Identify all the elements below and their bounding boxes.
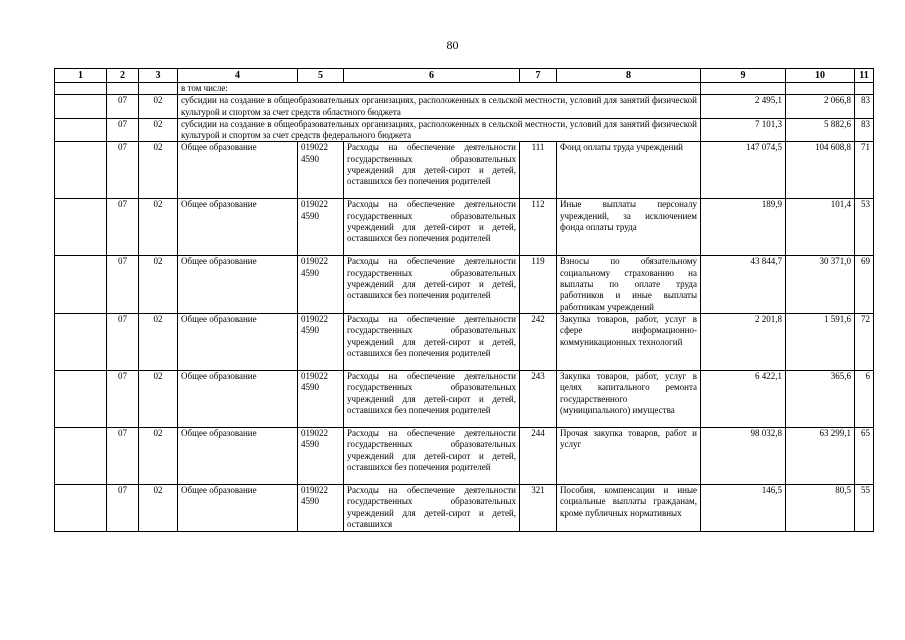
column-header: 5: [298, 69, 344, 83]
target-code: 019022 4590: [298, 370, 344, 427]
subsection-code: 02: [139, 256, 178, 313]
table-row: [55, 484, 874, 531]
expense-type-name: [557, 370, 701, 427]
table-cell: [701, 83, 786, 95]
section-name: Общее образование: [178, 313, 298, 370]
expense-type-text: Прочая закупка товаров, работ и услуг: [560, 427, 697, 450]
table-cell: [786, 83, 855, 95]
section-code: 07: [107, 313, 139, 370]
expense-description: [344, 142, 520, 199]
expense-type-code: 244: [520, 427, 557, 484]
planned-amount: 98 032,8: [701, 427, 786, 484]
expense-text: Расходы на обеспечение деятельности государственных образовательных учреждений для детей-сирот и детей, оставшихся без попечения родителей: [347, 199, 516, 244]
expense-type-code: 119: [520, 256, 557, 313]
target-code: 019022 4590: [298, 484, 344, 531]
expense-type-text: Фонд оплаты труда учреждений: [560, 142, 683, 153]
table-cell: [55, 83, 107, 95]
expense-type-text: Закупка товаров, работ, услуг в целях капитального ремонта государственного (муниципального) имущества: [560, 370, 697, 415]
column-header: 2: [107, 69, 139, 83]
expense-text: Расходы на обеспечение деятельности государственных образовательных учреждений для детей-сирот и детей, оставшихся без попечения родителей: [347, 256, 516, 301]
subsidy-text: субсидии на создание в общеобразовательных организациях, расположенных в сельской местности, условий для занятий физической культурой и спортом за счет средств областного бюджета: [181, 95, 697, 117]
section-name: Общее образование: [178, 370, 298, 427]
table-cell: [55, 142, 107, 199]
actual-amount: 2 066,8: [786, 95, 855, 119]
section-code: 07: [107, 199, 139, 256]
subsidy-description: [178, 118, 701, 142]
expense-description: [344, 313, 520, 370]
expense-type-code: 112: [520, 199, 557, 256]
header-row: [55, 69, 874, 83]
subsection-code: 02: [139, 427, 178, 484]
expense-text: Расходы на обеспечение деятельности государственных образовательных учреждений для детей-сирот и детей, оставшихся без попечения родителей: [347, 142, 516, 187]
planned-amount: 189,9: [701, 199, 786, 256]
column-header: 9: [701, 69, 786, 83]
expense-type-name: [557, 142, 701, 199]
budget-table: [54, 68, 874, 532]
subsection-code: 02: [139, 142, 178, 199]
page-number: 80: [446, 38, 459, 52]
expense-type-name: [557, 256, 701, 313]
expense-description: [344, 484, 520, 531]
subsidy-text: субсидии на создание в общеобразовательных организациях, расположенных в сельской местности, условий для занятий физической культурой и спортом за счет средств федерального бюджета: [181, 118, 697, 141]
column-header: 11: [855, 69, 874, 83]
subsection-code: 02: [139, 95, 178, 119]
table-row: [55, 95, 874, 119]
expense-text: Расходы на обеспечение деятельности государственных образовательных учреждений для детей-сирот и детей, оставшихся без попечения родителей: [347, 427, 516, 472]
column-header: 1: [55, 69, 107, 83]
expense-type-name: [557, 427, 701, 484]
table-row: [55, 256, 874, 313]
section-code: 07: [107, 484, 139, 531]
planned-amount: 6 422,1: [701, 370, 786, 427]
table-row: [55, 313, 874, 370]
actual-amount: 101,4: [786, 199, 855, 256]
table-row: [55, 370, 874, 427]
expense-description: [344, 427, 520, 484]
target-code: 019022 4590: [298, 313, 344, 370]
section-code: 07: [107, 118, 139, 142]
table-cell: [107, 83, 139, 95]
table-cell: [855, 83, 874, 95]
planned-amount: 2 201,8: [701, 313, 786, 370]
column-header: 6: [344, 69, 520, 83]
subsection-code: 02: [139, 199, 178, 256]
table-row: [55, 118, 874, 142]
subsidy-description: [178, 95, 701, 119]
expense-type-code: 243: [520, 370, 557, 427]
expense-text: Расходы на обеспечение деятельности государственных образовательных учреждений для детей-сирот и детей, оставшихся без попечения родителей: [347, 370, 516, 415]
expense-type-code: 321: [520, 484, 557, 531]
percent-value: 55: [855, 484, 874, 531]
percent-value: 83: [855, 95, 874, 119]
target-code: 019022 4590: [298, 427, 344, 484]
expense-type-text: Взносы по обязательному социальному страхованию на выплаты по оплате труда работников и иные выплаты работникам учреждений: [560, 256, 697, 312]
section-code: 07: [107, 142, 139, 199]
target-code: 019022 4590: [298, 199, 344, 256]
table-cell: [55, 313, 107, 370]
actual-amount: 63 299,1: [786, 427, 855, 484]
expense-description: [344, 199, 520, 256]
expense-type-text: Пособия, компенсации и иные социальные выплаты гражданам, кроме публичных нормативных: [560, 484, 697, 518]
column-header: 4: [178, 69, 298, 83]
actual-amount: 30 371,0: [786, 256, 855, 313]
percent-value: 83: [855, 118, 874, 142]
table-cell: [55, 370, 107, 427]
planned-amount: 7 101,3: [701, 118, 786, 142]
percent-value: 65: [855, 427, 874, 484]
expense-type-code: 242: [520, 313, 557, 370]
section-name: Общее образование: [178, 199, 298, 256]
section-name: Общее образование: [178, 484, 298, 531]
planned-amount: 146,5: [701, 484, 786, 531]
table-cell: [139, 83, 178, 95]
percent-value: 71: [855, 142, 874, 199]
table-cell: [55, 256, 107, 313]
section-name: Общее образование: [178, 256, 298, 313]
table-cell: [55, 484, 107, 531]
percent-value: 53: [855, 199, 874, 256]
expense-text: Расходы на обеспечение деятельности государственных образовательных учреждений для детей-сирот и детей, оставшихся без попечения родителей: [347, 313, 516, 358]
planned-amount: 43 844,7: [701, 256, 786, 313]
planned-amount: 2 495,1: [701, 95, 786, 119]
expense-description: [344, 256, 520, 313]
table-row: [55, 199, 874, 256]
subsection-code: 02: [139, 118, 178, 142]
section-name: Общее образование: [178, 142, 298, 199]
expense-type-code: 111: [520, 142, 557, 199]
expense-type-text: Закупка товаров, работ, услуг в сфере информационно-коммуникационных технологий: [560, 313, 697, 347]
table-row: [55, 142, 874, 199]
table-cell: [55, 199, 107, 256]
column-header: 10: [786, 69, 855, 83]
actual-amount: 80,5: [786, 484, 855, 531]
table-row: [55, 83, 874, 95]
target-code: 019022 4590: [298, 142, 344, 199]
expense-description: [344, 370, 520, 427]
including-label: в том числе:: [178, 83, 701, 95]
actual-amount: 1 591,6: [786, 313, 855, 370]
percent-value: 6: [855, 370, 874, 427]
table-row: [55, 427, 874, 484]
section-code: 07: [107, 95, 139, 119]
actual-amount: 5 882,6: [786, 118, 855, 142]
column-header: 7: [520, 69, 557, 83]
table-cell: [55, 427, 107, 484]
expense-type-name: [557, 313, 701, 370]
actual-amount: 365,6: [786, 370, 855, 427]
target-code: 019022 4590: [298, 256, 344, 313]
planned-amount: 147 074,5: [701, 142, 786, 199]
column-header: 3: [139, 69, 178, 83]
expense-text: Расходы на обеспечение деятельности государственных образовательных учреждений для детей-сирот и детей, оставшихся: [347, 484, 516, 529]
section-code: 07: [107, 427, 139, 484]
expense-type-name: [557, 199, 701, 256]
section-code: 07: [107, 256, 139, 313]
table-cell: [55, 118, 107, 142]
section-name: Общее образование: [178, 427, 298, 484]
subsection-code: 02: [139, 313, 178, 370]
expense-type-text: Иные выплаты персоналу учреждений, за исключением фонда оплаты труда: [560, 199, 697, 233]
column-header: 8: [557, 69, 701, 83]
section-code: 07: [107, 370, 139, 427]
subsection-code: 02: [139, 370, 178, 427]
expense-type-name: [557, 484, 701, 531]
table-cell: [55, 95, 107, 119]
percent-value: 69: [855, 256, 874, 313]
actual-amount: 104 608,8: [786, 142, 855, 199]
subsection-code: 02: [139, 484, 178, 531]
percent-value: 72: [855, 313, 874, 370]
